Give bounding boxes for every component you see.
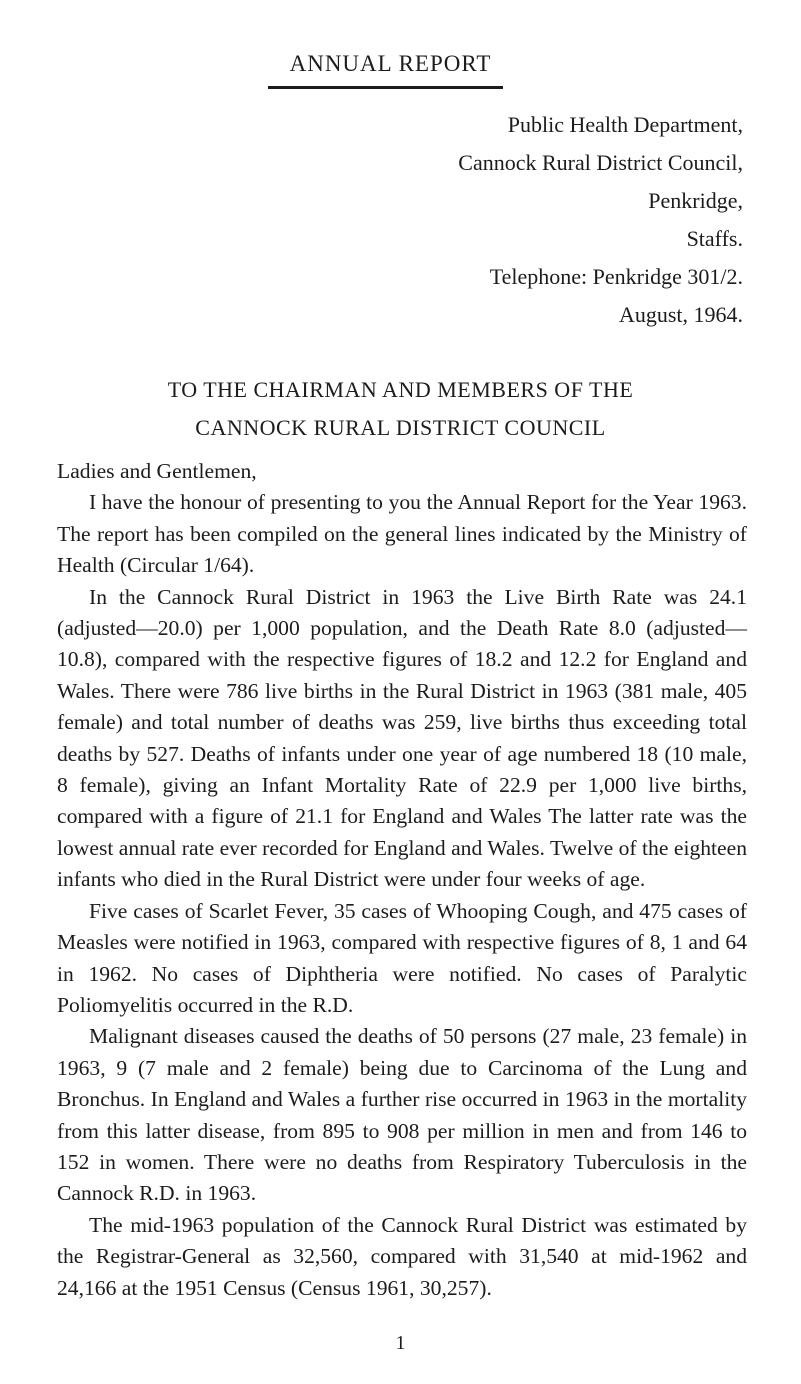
address-line-department: Public Health Department, (507, 112, 743, 137)
address-line-date: August, 1964. (618, 302, 743, 327)
address-line-telephone: Telephone: Penkridge 301/2. (489, 264, 743, 289)
address-line-town: Penkridge, (648, 188, 743, 213)
paragraph-vital-statistics: In the Cannock Rural District in 1963 the Live Birth Rate was 24.1 (adjusted—20.0) per 1,000 population, and the Death Rate 8.0 (adjusted—10.8), compared with the respective figures of 18.2 and 12.2 for England and Wales. There were 786 live births in the Rural District in 1963 (381 male, 405 female) and total number of deaths was 259, live births thus exceeding total deaths by 527. Deaths of infants under one year of age numbered 18 (10 male, 8 female), giving an Infant Mortality Rate of 22.9 per 1,000 live births, compared with a figure of 21.1 for England and Wales The latter rate was the lowest annual rate ever recorded for England and Wales. Twelve of the eighteen infants who died in the Rural District were under four weeks of age. (57, 584, 747, 892)
paragraph-introduction: I have the honour of presenting to you the Annual Report for the Year 1963. The report has been compiled on the general lines indicated by the Ministry of Health (Circular 1/64). (57, 490, 747, 578)
addressee-line-1: TO THE CHAIRMAN AND MEMBERS OF THE (167, 377, 634, 402)
report-body (57, 456, 747, 1304)
addressee-line-2: CANNOCK RURAL DISTRICT COUNCIL (195, 415, 606, 440)
report-heading: ANNUAL REPORT (289, 51, 492, 76)
heading-underline (268, 86, 503, 89)
address-line-council: Cannock Rural District Council, (458, 150, 743, 175)
address-line-county: Staffs. (686, 226, 743, 251)
greeting: Ladies and Gentlemen, (57, 459, 257, 483)
paragraph-population: The mid-1963 population of the Cannock Rural District was estimated by the Registrar-General as 32,560, compared with 31,540 at mid-1962 and 24,166 at the 1951 Census (Census 1961, 30,257). (57, 1212, 747, 1300)
paragraph-infectious-diseases: Five cases of Scarlet Fever, 35 cases of Whooping Cough, and 475 cases of Measles were notified in 1963, compared with respective figures of 8, 1 and 64 in 1962. No cases of Diphtheria were notified. No cases of Paralytic Poliomyelitis occurred in the R.D. (57, 898, 747, 1017)
addressee-block (0, 371, 801, 447)
sender-address (458, 106, 743, 334)
page-number: 1 (395, 1332, 406, 1354)
paragraph-malignant-diseases: Malignant diseases caused the deaths of 50 persons (27 male, 23 female) in 1963, 9 (7 male and 2 female) being due to Carcinoma of the Lung and Bronchus. In England and Wales a further rise occurred in 1963 in the mortality from this latter disease, from 895 to 908 per million in men and from 146 to 152 in women. There were no deaths from Respiratory Tuberculosis in the Cannock R.D. in 1963. (57, 1024, 747, 1206)
